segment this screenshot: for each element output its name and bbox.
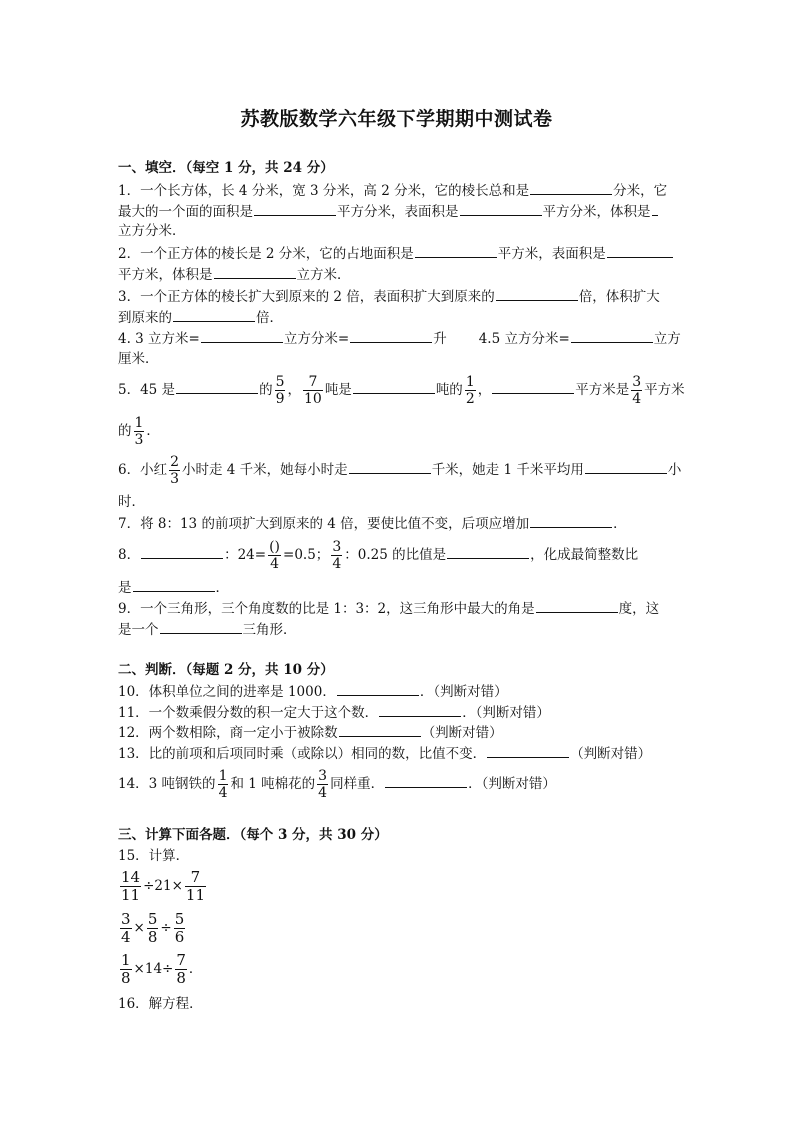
question-4-line-1: 4. 3 立方米= 立方分米= 升 4.5 立方分米= 立方: [118, 328, 678, 349]
answer-blank[interactable]: [353, 379, 435, 394]
answer-blank[interactable]: [536, 598, 618, 613]
question-9-line-2: 是一个 三角形．: [118, 619, 678, 640]
answer-blank[interactable]: [460, 201, 542, 216]
fraction: $\frac{3}{4}$: [332, 539, 342, 572]
section-2-heading: 二、判断．（每题 2 分，共 10 分）: [118, 662, 334, 678]
question-5-line-2: 的 $\frac{1}{3}$ ．: [118, 415, 160, 448]
question-13: 13．比的前项和后项同时乘（或除以）相同的数，比值不变． （判断对错）: [118, 743, 678, 764]
question-12: 12．两个数相除，商一定小于被除数 （判断对错）: [118, 722, 678, 743]
question-16: 16．解方程．: [118, 996, 203, 1012]
question-4-line-2: 厘米．: [118, 351, 159, 367]
fraction: $\frac{3}{4}$: [121, 910, 131, 946]
question-1-line-2: 最大的一个面的面积是 平方分米，表面积是 平方分米，体积是: [118, 201, 678, 222]
question-8-line-1: 8． ：24= $\frac{()}{4}$ =0.5； $\frac{3}{4}$ ：0.25 的比值是 ，化成最简整数比: [118, 539, 639, 572]
answer-blank[interactable]: [607, 243, 673, 258]
answer-blank[interactable]: [530, 180, 612, 195]
answer-blank[interactable]: [141, 544, 223, 559]
page-title: 苏教版数学六年级下学期期中测试卷: [240, 108, 553, 130]
question-8-line-2: 是 ．: [118, 577, 678, 598]
answer-blank[interactable]: [337, 681, 419, 696]
question-6-line-2: 时．: [118, 494, 145, 510]
answer-blank[interactable]: [447, 544, 529, 559]
answer-blank[interactable]: [133, 577, 215, 592]
section-1-heading: 一、填空．（每空 1 分，共 24 分）: [118, 160, 334, 176]
fraction: $\frac{1}{3}$: [134, 415, 144, 448]
question-2-line-2: 平方米，体积是 立方米．: [118, 264, 678, 285]
question-10: 10．体积单位之间的进率是 1000． ．（判断对错）: [118, 681, 678, 702]
fraction: $\frac{1}{8}$: [121, 951, 131, 987]
fraction: $\frac{5}{8}$: [147, 910, 158, 946]
expression-3: $\frac{1}{8}$ ×14÷ $\frac{7}{8}$ ．: [121, 951, 203, 987]
answer-blank[interactable]: [652, 201, 658, 216]
answer-blank[interactable]: [254, 201, 336, 216]
answer-blank[interactable]: [201, 328, 283, 343]
answer-blank[interactable]: [530, 513, 612, 528]
answer-blank[interactable]: [571, 328, 653, 343]
fraction: $\frac{5}{6}$: [174, 910, 185, 946]
answer-blank[interactable]: [415, 243, 497, 258]
answer-blank[interactable]: [349, 459, 431, 474]
fraction: $\frac{14}{11}$: [121, 868, 141, 904]
question-5-line-1: 5．45 是 的 $\frac{5}{9}$ ， $\frac{7}{10}$ 吨是 吨的 $\frac{1}{2}$ ， 平方米是 $\frac{3}{4}$ 平方米: [118, 374, 685, 407]
question-1-line-3: 立方分米．: [118, 223, 186, 239]
fraction: $\frac{2}{3}$: [170, 454, 180, 487]
fraction: $\frac{()}{4}$: [269, 539, 281, 572]
question-1-line-1: 1．一个长方体，长 4 分米，宽 3 分米，高 2 分米，它的棱长总和是 分米，它: [118, 180, 678, 201]
fraction: $\frac{7}{11}$: [185, 868, 205, 904]
question-9-line-1: 9．一个三角形，三个角度数的比是 1：3：2，这三角形中最大的角是 度，这: [118, 598, 678, 619]
answer-blank[interactable]: [585, 459, 667, 474]
answer-blank[interactable]: [385, 773, 467, 788]
question-6-line-1: 6．小红 $\frac{2}{3}$ 小时走 4 千米，她每小时走 千米，她走 1 千米平均用 小: [118, 454, 682, 487]
question-2-line-1: 2．一个正方体的棱长是 2 分米，它的占地面积是 平方米，表面积是: [118, 243, 678, 264]
fraction: $\frac{3}{4}$: [632, 374, 642, 407]
fraction: $\frac{3}{4}$: [318, 768, 328, 801]
fraction: $\frac{1}{2}$: [465, 374, 475, 407]
answer-blank[interactable]: [173, 307, 255, 322]
fraction: $\frac{1}{4}$: [218, 768, 228, 801]
question-11: 11．一个数乘假分数的积一定大于这个数． ．（判断对错）: [118, 702, 678, 723]
fraction: $\frac{7}{8}$: [176, 951, 186, 987]
answer-blank[interactable]: [176, 379, 258, 394]
answer-blank[interactable]: [160, 619, 242, 634]
answer-blank[interactable]: [379, 702, 461, 717]
section-3-heading: 三、计算下面各题．（每个 3 分，共 30 分）: [118, 827, 388, 843]
answer-blank[interactable]: [487, 743, 569, 758]
expression-2: $\frac{3}{4}$ × $\frac{5}{8}$ ÷ $\frac{5}{6}$: [121, 910, 185, 946]
question-15: 15．计算．: [118, 848, 190, 864]
question-3-line-2: 到原来的 倍．: [118, 307, 678, 328]
answer-blank[interactable]: [214, 264, 296, 279]
expression-1: $\frac{14}{11}$ ÷21× $\frac{7}{11}$: [121, 868, 205, 904]
answer-blank[interactable]: [339, 722, 421, 737]
fraction: $\frac{7}{10}$: [303, 374, 322, 407]
question-3-line-1: 3．一个正方体的棱长扩大到原来的 2 倍，表面积扩大到原来的 倍，体积扩大: [118, 286, 678, 307]
fraction: $\frac{5}{9}$: [275, 374, 285, 407]
answer-blank[interactable]: [350, 328, 432, 343]
answer-blank[interactable]: [492, 379, 574, 394]
question-14: 14．3 吨钢铁的 $\frac{1}{4}$ 和 1 吨棉花的 $\frac{3}{4}$ 同样重． ．（判断对错）: [118, 768, 556, 801]
answer-blank[interactable]: [496, 286, 578, 301]
question-7: 7．将 8：13 的前项扩大到原来的 4 倍，要使比值不变，后项应增加 ．: [118, 513, 678, 534]
